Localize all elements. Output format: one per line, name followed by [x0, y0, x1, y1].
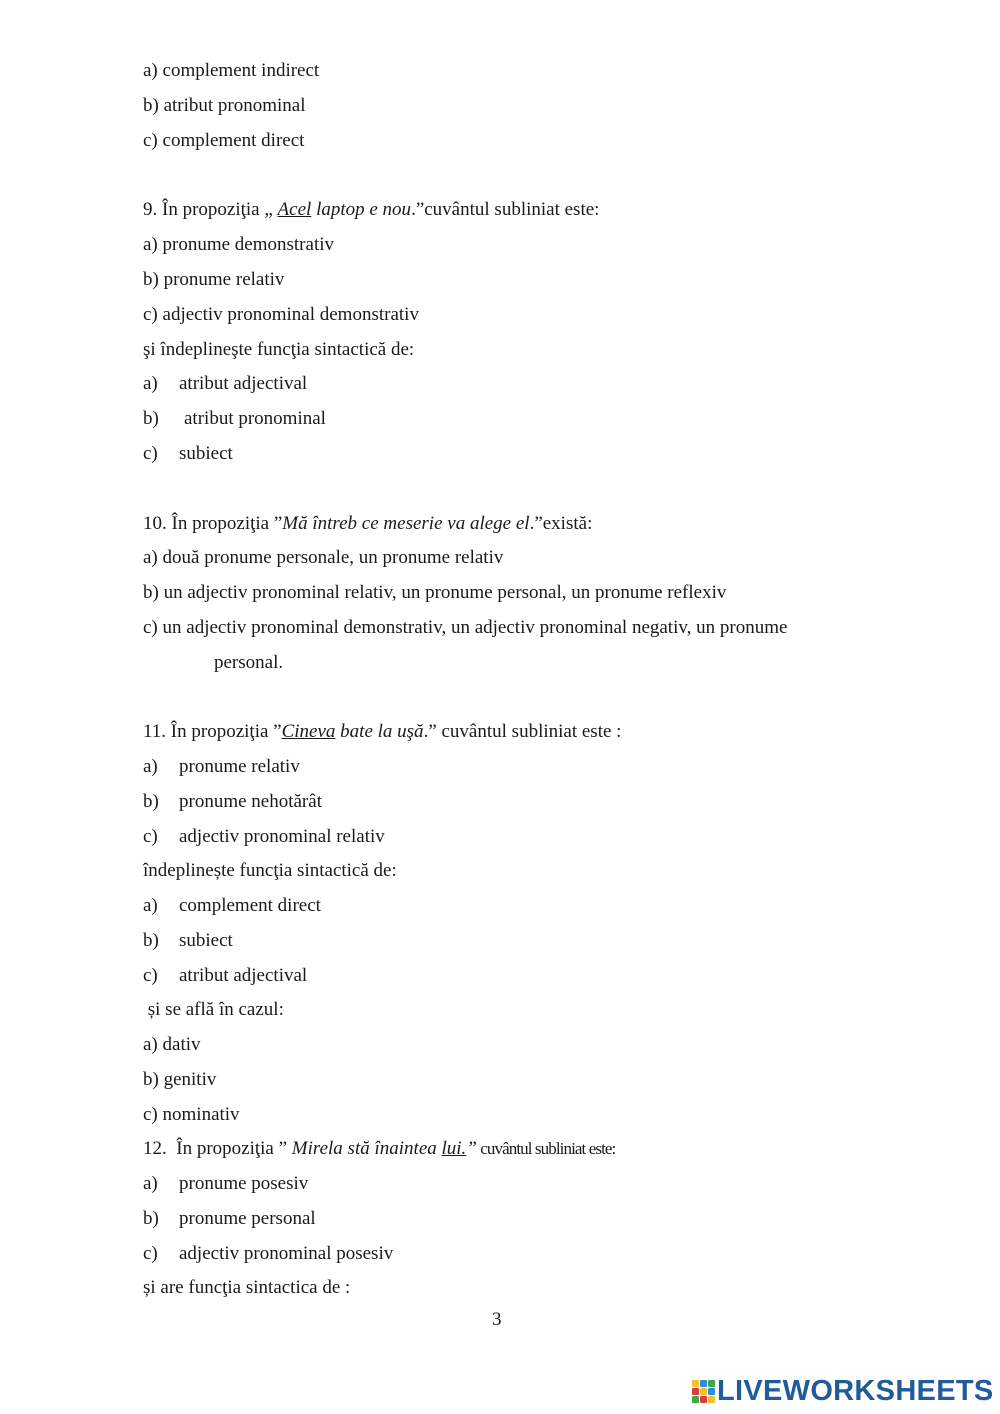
option-letter: c): [143, 1243, 158, 1264]
q9-number: 9. În propoziţia „: [143, 199, 278, 220]
q10-number: 10. În propoziţia ”: [143, 513, 283, 534]
option-text: pronume nehotărât: [179, 791, 322, 812]
q8-option-c: c) complement direct: [143, 130, 305, 151]
q9-function-prompt: şi îndeplineşte funcţia sintactică de:: [143, 339, 415, 360]
option-text: atribut adjectival: [179, 965, 308, 986]
q10-title: [143, 512, 592, 536]
q11-underlined-word: Cineva: [281, 721, 336, 742]
q9-function-option-a: [143, 372, 307, 396]
q9-function-option-b: [143, 407, 326, 431]
q11-case-option-b: b) genitiv: [143, 1069, 217, 1090]
option-letter: c): [143, 826, 158, 847]
q12-underlined-word: lui.: [441, 1138, 467, 1159]
q12-option-a: [143, 1172, 308, 1196]
q11-sentence: bate la uşă: [335, 721, 424, 742]
q11-title: [143, 720, 621, 744]
option-letter: b): [143, 1208, 159, 1229]
option-text: adjectiv pronominal posesiv: [179, 1243, 394, 1264]
q10-sentence: Mă întreb ce meserie va alege el: [282, 513, 530, 534]
q11-tail: .” cuvântul subliniat este :: [423, 721, 622, 742]
q12-option-c: [143, 1242, 393, 1266]
option-letter: b): [143, 791, 159, 812]
liveworksheets-grid-icon: [692, 1380, 714, 1402]
q9-option-a: a) pronume demonstrativ: [143, 234, 335, 255]
q11-function-option-b: [143, 929, 233, 953]
q10-option-b: b) un adjectiv pronominal relativ, un pronume personal, un pronume reflexiv: [143, 582, 727, 603]
option-letter: a): [143, 895, 158, 916]
option-text: subiect: [179, 930, 233, 951]
q9-option-b: b) pronume relativ: [143, 269, 285, 290]
option-text: atribut adjectival: [179, 373, 308, 394]
option-text: pronume relativ: [179, 756, 300, 777]
option-letter: b): [143, 930, 159, 951]
q12-title: [143, 1137, 615, 1161]
option-letter: a): [143, 756, 158, 777]
option-letter: a): [143, 373, 158, 394]
q11-option-a: [143, 755, 300, 779]
liveworksheets-logo: [692, 1374, 994, 1408]
q8-option-b: b) atribut pronominal: [143, 95, 306, 116]
q9-underlined-word: Acel: [277, 199, 312, 220]
q12-number: 12. În propoziţia ”: [143, 1138, 292, 1159]
option-text: adjectiv pronominal relativ: [179, 826, 385, 847]
option-letter: b): [143, 408, 159, 429]
q12-sentence: Mirela stă înaintea: [291, 1138, 442, 1159]
option-text: pronume personal: [179, 1208, 316, 1229]
option-letter: c): [143, 443, 158, 464]
q12-closing-quote: ”: [466, 1138, 477, 1159]
q11-function-option-c: [143, 964, 307, 988]
q11-function-prompt: îndeplinește funcţia sintactică de:: [143, 860, 397, 881]
q9-function-option-c: [143, 442, 233, 466]
q12-function-prompt: și are funcţia sintactica de :: [143, 1277, 351, 1298]
q10-option-c: c) un adjectiv pronominal demonstrativ, un adjectiv pronominal negativ, un pronume: [143, 617, 788, 638]
q11-number: 11. În propoziţia ”: [143, 721, 282, 742]
q8-option-a: a) complement indirect: [143, 60, 320, 81]
logo-text: LIVEWORKSHEETS: [717, 1374, 994, 1407]
q11-option-b: [143, 790, 322, 814]
q10-option-c-continued: personal.: [214, 652, 284, 673]
q11-case-option-c: c) nominativ: [143, 1104, 240, 1125]
q9-title: [143, 198, 599, 222]
option-text: complement direct: [179, 895, 321, 916]
q9-sentence: laptop e nou: [311, 199, 412, 220]
q12-tail: cuvântul subliniat este:: [476, 1139, 616, 1158]
q11-function-option-a: [143, 894, 321, 918]
option-letter: c): [143, 965, 158, 986]
q9-tail: .”cuvântul subliniat este:: [411, 199, 600, 220]
option-text: pronume posesiv: [179, 1173, 309, 1194]
q12-option-b: [143, 1207, 316, 1231]
q9-option-c: c) adjectiv pronominal demonstrativ: [143, 304, 419, 325]
q10-tail: .”există:: [529, 513, 593, 534]
option-letter: a): [143, 1173, 158, 1194]
page-number: 3: [492, 1309, 502, 1330]
q11-option-c: [143, 825, 385, 849]
q10-option-a: a) două pronume personale, un pronume relativ: [143, 547, 504, 568]
q11-case-prompt: și se află în cazul:: [143, 999, 284, 1020]
q11-case-option-a: a) dativ: [143, 1034, 201, 1055]
option-text: subiect: [179, 443, 233, 464]
option-text: atribut pronominal: [184, 408, 326, 429]
